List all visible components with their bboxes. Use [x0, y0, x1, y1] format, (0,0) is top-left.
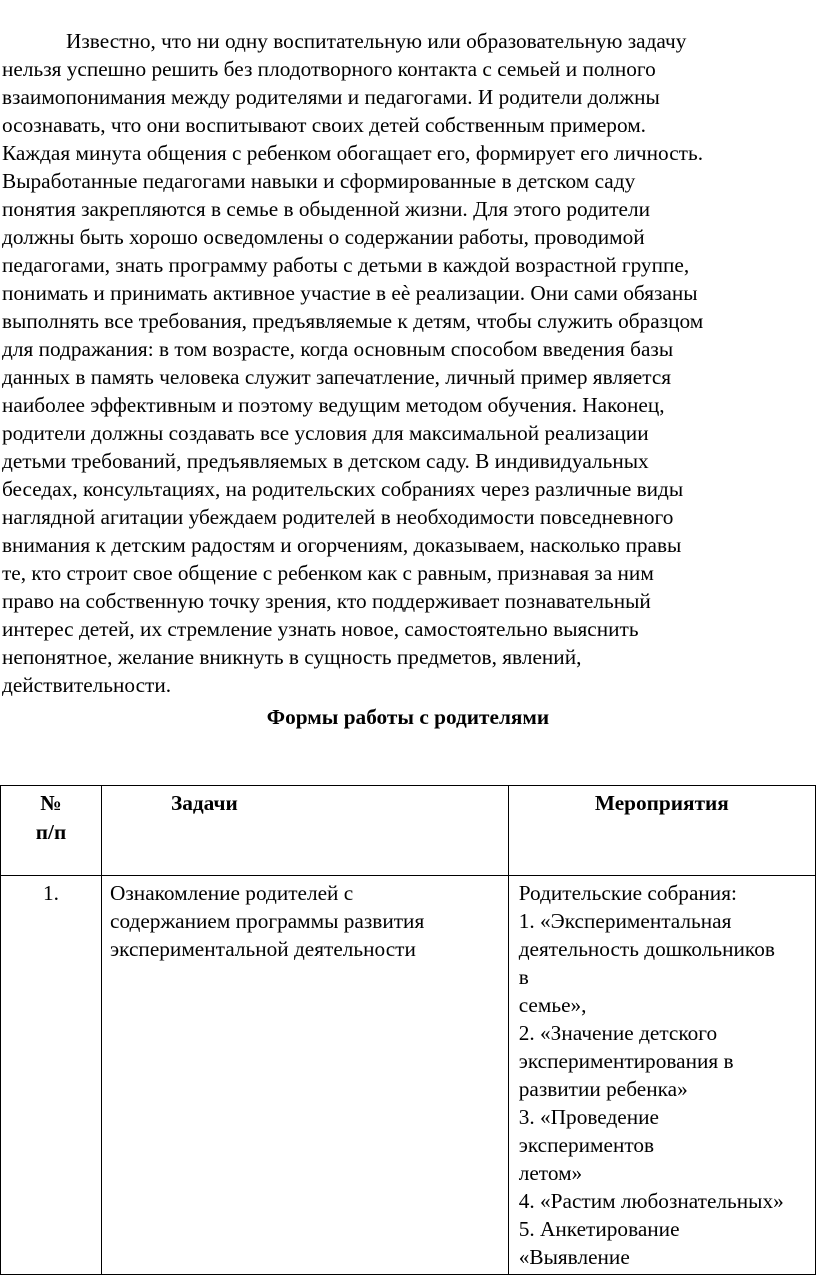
- header-number-symbol: №: [40, 791, 62, 815]
- table-row: [1, 876, 816, 1275]
- header-tasks: Задачи: [102, 786, 509, 876]
- paragraph-line: нельзя успешно решить без плодотворного контакта с семьей и полного: [2, 57, 656, 81]
- paragraph-line: осознавать, что они воспитывают своих детей собственным примером.: [2, 113, 647, 137]
- header-events: Мероприятия: [508, 786, 815, 876]
- paragraph-line: непонятное, желание вникнуть в сущность предметов, явлений,: [2, 645, 582, 669]
- parent-work-table: [0, 785, 816, 1275]
- event-line: экспериментов: [518, 1133, 655, 1157]
- paragraph-line: интерес детей, их стремление узнать новое, самостоятельно выяснить: [2, 617, 639, 641]
- paragraph-line: действительности.: [2, 673, 172, 697]
- header-number: [1, 786, 102, 876]
- paragraph-line: внимания к детским радостям и огорчениям, доказываем, насколько правы: [2, 533, 682, 557]
- paragraph-line: детьми требований, предъявляемых в детском саду. В индивидуальных: [2, 449, 649, 473]
- event-line: Родительские собрания:: [518, 881, 737, 905]
- paragraph-line: данных в память человека служит запечатление, личный пример является: [2, 365, 672, 389]
- task-cell: [102, 876, 509, 1275]
- events-cell: [508, 876, 815, 1275]
- paragraph-line: понятия закрепляются в семье в обыденной жизни. Для этого родители: [2, 197, 651, 221]
- event-line: летом»: [518, 1161, 583, 1185]
- paragraph-line: беседах, консультациях, на родительских собраниях через различные виды: [2, 477, 684, 501]
- section-heading: Формы работы с родителями: [266, 705, 550, 729]
- paragraph-line: Каждая минута общения с ребенком обогащает его, формирует его личность.: [2, 141, 704, 165]
- event-line: «Выявление: [518, 1245, 630, 1269]
- paragraph-line: взаимопонимания между родителями и педагогами. И родители должны: [2, 85, 660, 109]
- event-line: 2. «Значение детского: [518, 1021, 718, 1045]
- event-line: в: [518, 965, 529, 989]
- event-line: развитии ребенка»: [518, 1077, 688, 1101]
- event-line: 4. «Растим любознательных»: [518, 1189, 784, 1213]
- task-line: Ознакомление родителей с: [110, 881, 354, 905]
- header-number-abbrev: п/п: [35, 820, 67, 844]
- event-line: экспериментирования в: [518, 1049, 734, 1073]
- event-line: деятельность дошкольников: [518, 937, 775, 961]
- paragraph-line: родители должны создавать все условия для максимальной реализации: [2, 421, 649, 445]
- paragraph-line: Выработанные педагогами навыки и сформированные в детском саду: [2, 169, 636, 193]
- event-line: 5. Анкетирование: [518, 1217, 680, 1241]
- table-header-row: [1, 786, 816, 876]
- paragraph-line: право на собственную точку зрения, кто поддерживает познавательный: [2, 589, 651, 613]
- paragraph-line: те, кто строит свое общение с ребенком как с равным, признавая за ним: [2, 561, 654, 585]
- paragraph-line: для подражания: в том возрасте, когда основным способом введения базы: [2, 337, 674, 361]
- paragraph-line: педагогами, знать программу работы с детьми в каждой возрастной группе,: [2, 253, 690, 277]
- paragraph-line: выполнять все требования, предъявляемые к детям, чтобы служить образцом: [2, 309, 704, 333]
- paragraph-line: Известно, что ни одну воспитательную или образовательную задачу: [66, 29, 687, 53]
- intro-paragraph: [2, 27, 816, 699]
- task-line: содержанием программы развития: [110, 909, 425, 933]
- row-number: 1.: [1, 876, 102, 1275]
- paragraph-line: наиболее эффективным и поэтому ведущим методом обучения. Наконец,: [2, 393, 665, 417]
- event-line: 1. «Экспериментальная: [518, 909, 732, 933]
- event-line: семье»,: [518, 993, 587, 1017]
- paragraph-line: понимать и принимать активное участие в еѐ реализации. Они сами обязаны: [2, 281, 698, 305]
- event-line: 3. «Проведение: [518, 1105, 659, 1129]
- paragraph-line: должны быть хорошо осведомлены о содержании работы, проводимой: [2, 225, 645, 249]
- task-line: экспериментальной деятельности: [110, 937, 416, 961]
- paragraph-line: наглядной агитации убеждаем родителей в необходимости повседневного: [2, 505, 674, 529]
